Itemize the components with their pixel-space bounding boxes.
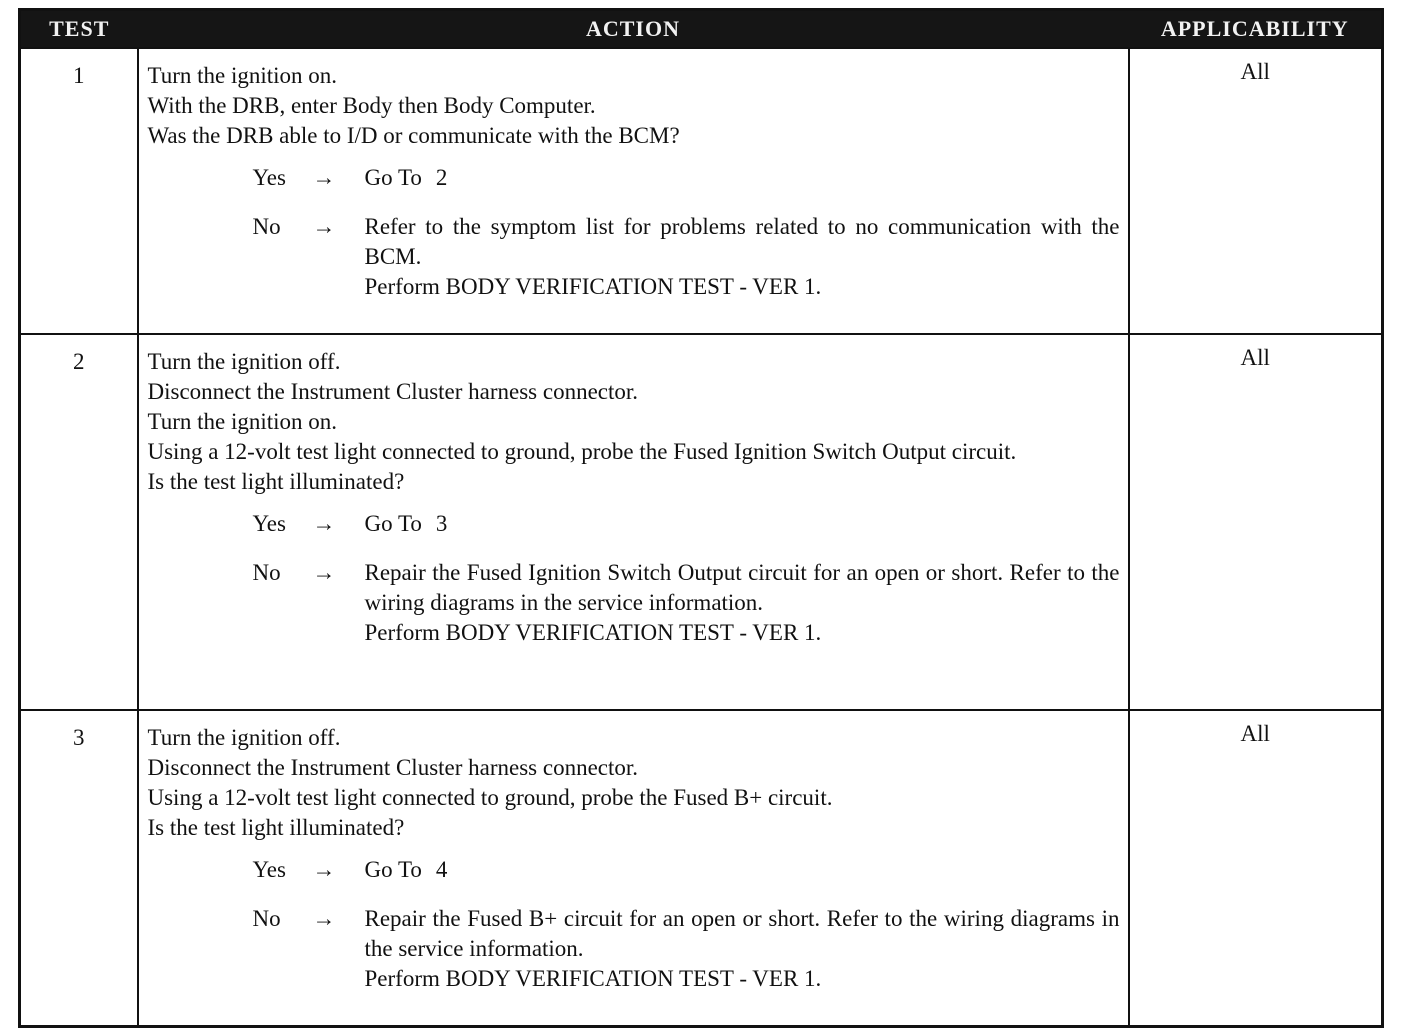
yes-label: Yes (252, 511, 286, 536)
yes-result (365, 163, 1120, 193)
arrow-icon: → (312, 214, 336, 239)
no-result-line: Perform BODY VERIFICATION TEST - VER 1. (364, 966, 822, 991)
no-result (365, 904, 1120, 994)
applicability-value: All (1129, 334, 1383, 710)
no-result-line: Perform BODY VERIFICATION TEST - VER 1. (364, 620, 822, 645)
action-step: Using a 12-volt test light connected to ground, probe the Fused Ignition Switch Output circuit. (147, 439, 1017, 464)
goto-label: Go To (364, 857, 422, 882)
arrow-icon: → (312, 560, 336, 585)
action-step: Disconnect the Instrument Cluster harness connector. (147, 755, 639, 780)
yes-label: Yes (252, 165, 286, 190)
no-result-line: Repair the Fused B+ circuit for an open or short. Refer to the wiring diagrams in the service information. (364, 906, 1120, 961)
table-row (20, 48, 1383, 334)
arrow-icon: → (312, 165, 336, 190)
answer-list (253, 509, 1120, 648)
answer-list (253, 855, 1120, 994)
goto-target: 3 (435, 511, 448, 536)
yes-result (365, 509, 1120, 539)
yes-label: Yes (252, 857, 286, 882)
no-result (365, 212, 1120, 302)
no-answer (253, 904, 1120, 994)
yes-answer (253, 855, 1120, 885)
table-row (20, 710, 1383, 1027)
test-number: 2 (20, 334, 138, 710)
test-number: 1 (20, 48, 138, 334)
no-label: No (252, 214, 281, 239)
header-applicability: APPLICABILITY (1129, 10, 1383, 49)
action-step: Was the DRB able to I/D or communicate with the BCM? (147, 123, 680, 148)
no-answer (253, 558, 1120, 648)
action-step: Turn the ignition off. (147, 349, 341, 374)
header-action: ACTION (138, 10, 1129, 49)
yes-result (365, 855, 1120, 885)
action-step: With the DRB, enter Body then Body Computer. (147, 93, 596, 118)
action-step: Disconnect the Instrument Cluster harness connector. (147, 379, 639, 404)
arrow-icon: → (312, 511, 336, 536)
applicability-value: All (1129, 710, 1383, 1027)
yes-answer (253, 163, 1120, 193)
goto-target: 4 (435, 857, 448, 882)
action-step: Turn the ignition off. (147, 725, 341, 750)
applicability-value: All (1129, 48, 1383, 334)
arrow-icon: → (312, 857, 336, 882)
action-step: Using a 12-volt test light connected to ground, probe the Fused B+ circuit. (147, 785, 833, 810)
action-step: Turn the ignition on. (147, 63, 338, 88)
action-step: Is the test light illuminated? (147, 815, 405, 840)
diagnostic-test-table (18, 8, 1384, 1028)
action-cell (138, 710, 1129, 1027)
header-test: TEST (20, 10, 138, 49)
goto-target: 2 (435, 165, 448, 190)
action-cell (138, 334, 1129, 710)
goto-label: Go To (364, 511, 422, 536)
test-number: 3 (20, 710, 138, 1027)
goto-label: Go To (364, 165, 422, 190)
yes-answer (253, 509, 1120, 539)
no-label: No (252, 906, 281, 931)
no-result-line: Repair the Fused Ignition Switch Output circuit for an open or short. Refer to the wiring diagrams in the service information. (364, 560, 1120, 615)
no-label: No (252, 560, 281, 585)
action-step: Is the test light illuminated? (147, 469, 405, 494)
table-row (20, 334, 1383, 710)
action-cell (138, 48, 1129, 334)
no-result-line: Refer to the symptom list for problems related to no communication with the BCM. (364, 214, 1120, 269)
action-step: Turn the ignition on. (147, 409, 338, 434)
arrow-icon: → (312, 906, 336, 931)
no-result (365, 558, 1120, 648)
answer-list (253, 163, 1120, 302)
no-result-line: Perform BODY VERIFICATION TEST - VER 1. (364, 274, 822, 299)
table-header-row (20, 10, 1383, 49)
no-answer (253, 212, 1120, 302)
